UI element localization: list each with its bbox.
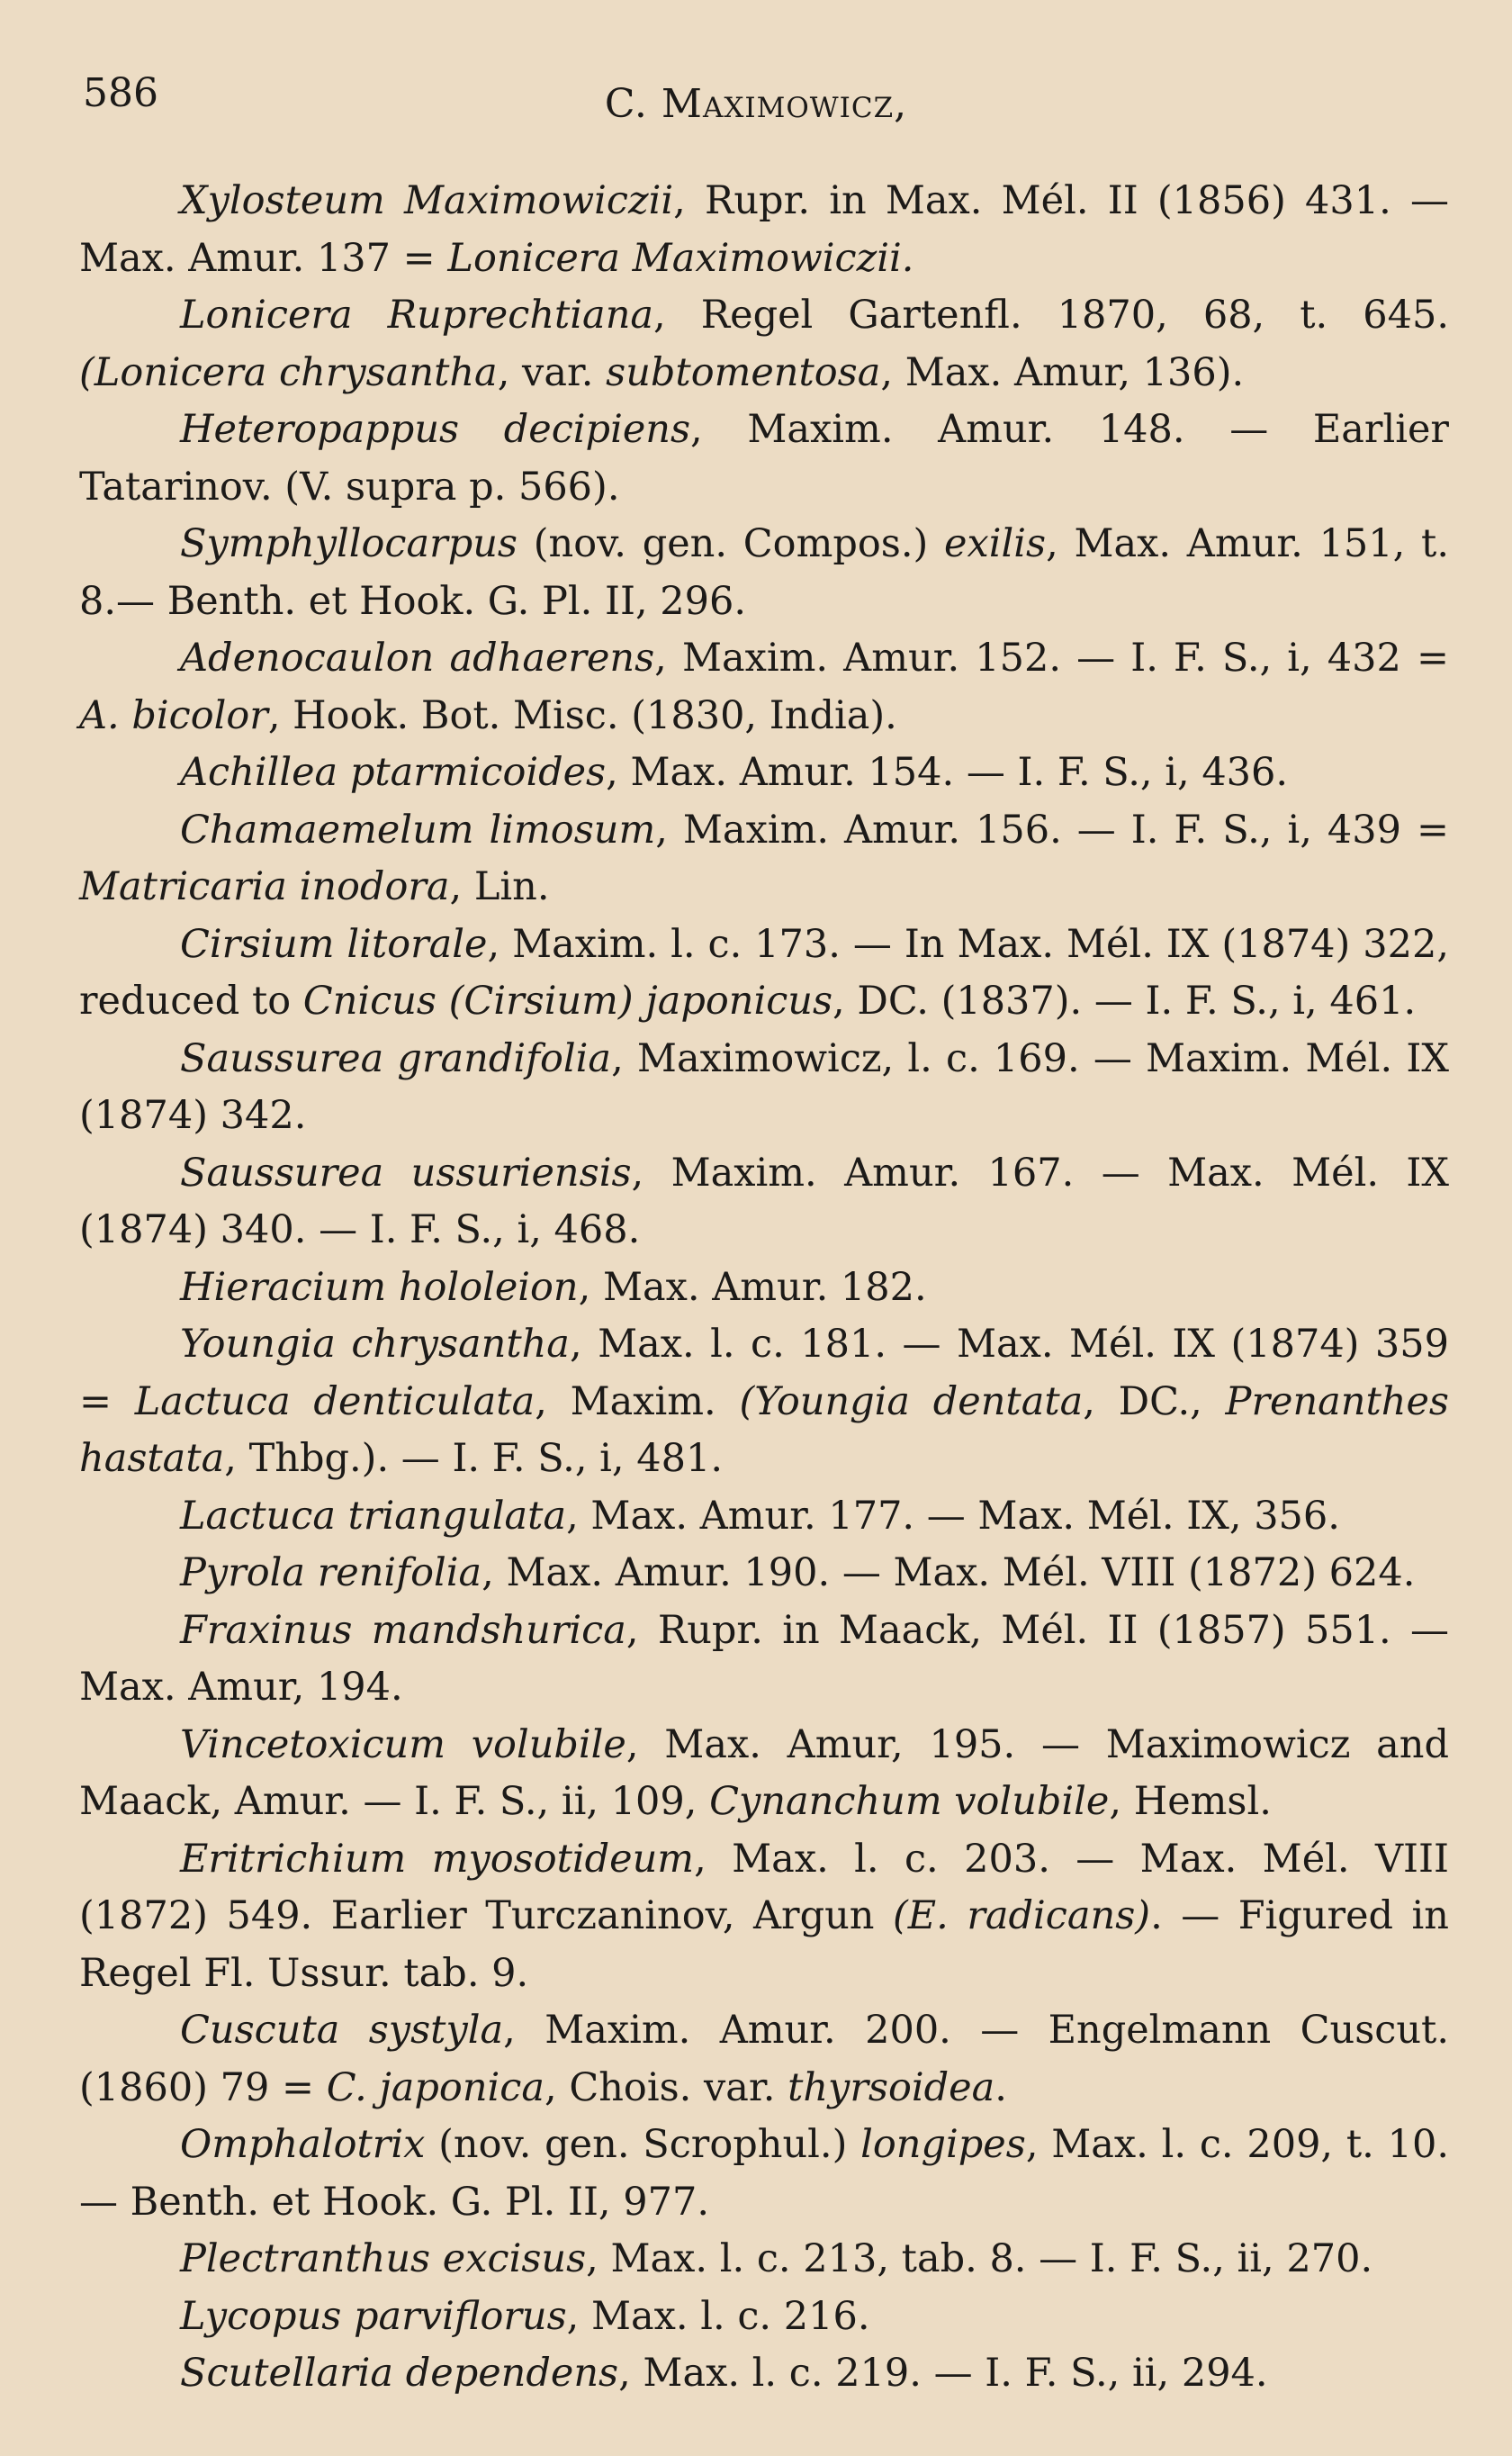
- citation-text: , Rupr. in Maack, Mél. II (1857) 551. — Max. Amur, 194.: [79, 1607, 1449, 1710]
- taxon-name: Cirsium litorale: [180, 921, 488, 967]
- citation-text: .: [994, 2064, 1007, 2110]
- entry: [79, 2231, 1449, 2289]
- taxon-name: Saussurea ussuriensis: [180, 1150, 632, 1196]
- taxon-name: Fraxinus mandshurica: [180, 1607, 626, 1653]
- citation-text: , Chois. var.: [544, 2064, 788, 2110]
- running-head-initial: C. M: [604, 81, 703, 127]
- citation-text: , Max. Amur, 195. — Maximowicz and Maack, Amur. — I. F. S., ii, 109,: [79, 1721, 1449, 1824]
- citation-text: , Rupr. in Max. Mél. II (1856) 431. — Max. Amur. 137 =: [79, 178, 1449, 281]
- running-head-rest: aximowicz,: [702, 81, 908, 127]
- taxon-name: Lonicera Ruprechtiana: [180, 293, 654, 338]
- taxon-name: Cnicus (Cirsium) japonicus: [302, 979, 833, 1024]
- entry: [79, 802, 1449, 916]
- entry: [79, 630, 1449, 745]
- taxon-name: Xylosteum Maximowiczii: [180, 178, 674, 223]
- citation-text: , Max. l. c. 213, tab. 8. — I. F. S., ii, 270.: [586, 2236, 1373, 2281]
- citation-text: , Hook. Bot. Misc. (1830, India).: [267, 692, 897, 738]
- citation-text: , Maxim. l. c. 173. — In Max. Mél. IX (1874) 322, reduced to: [79, 921, 1449, 1024]
- taxon-name: C. japonica: [326, 2064, 544, 2110]
- taxon-name: exilis: [944, 521, 1047, 566]
- running-head: [0, 81, 1512, 127]
- taxon-name: Lactuca triangulata: [180, 1493, 567, 1539]
- taxon-name: Heteropappus decipiens: [180, 407, 691, 452]
- citation-text: , Maxim. Amur. 156. — I. F. S., i, 439 =: [655, 807, 1449, 853]
- citation-text: , Hemsl.: [1109, 1779, 1272, 1824]
- entry: [79, 402, 1449, 516]
- citation-text: , Regel Gartenfl. 1870, 68, t. 645.: [653, 293, 1449, 338]
- taxon-name: Scutellaria dependens: [180, 2351, 619, 2396]
- taxon-name: Youngia chrysantha: [180, 1322, 570, 1367]
- entry: [79, 1545, 1449, 1603]
- page-header: [0, 65, 1512, 128]
- entry: [79, 1031, 1449, 1145]
- citation-text: , Max. Amur, 136).: [880, 349, 1245, 395]
- taxon-name: (E. radicans): [893, 1893, 1151, 1938]
- citation-text: , Maximowicz, l. c. 169. — Maxim. Mél. IX (1874) 342.: [79, 1035, 1449, 1138]
- citation-text: , Max. l. c. 219. — I. F. S., ii, 294.: [618, 2351, 1268, 2396]
- taxon-name: Saussurea grandifolia: [180, 1035, 612, 1081]
- entry: [79, 2117, 1449, 2231]
- entry: [79, 1145, 1449, 1260]
- citation-text: (nov. gen. Compos.): [518, 521, 945, 566]
- taxon-name: Symphyllocarpus: [180, 521, 518, 566]
- taxon-name: Chamaemelum limosum: [180, 807, 656, 853]
- entry-list: [79, 173, 1449, 2403]
- taxon-name: Vincetoxicum volubile: [180, 1721, 626, 1767]
- citation-text: , Max. l. c. 203. — Max. Mél. VIII (1872) 549. Earlier Turczaninov, Argun: [79, 1836, 1449, 1938]
- taxon-name: longipes: [860, 2122, 1026, 2167]
- taxon-name: Matricaria inodora: [79, 864, 450, 909]
- citation-text: . — Figured in Regel Fl. Ussur. tab. 9.: [79, 1893, 1449, 1996]
- page-number: 586: [83, 70, 158, 116]
- taxon-name: Lycopus parviflorus: [180, 2293, 567, 2339]
- entry: [79, 1488, 1449, 1546]
- entry: [79, 1831, 1449, 2003]
- taxon-name: Achillea ptarmicoides: [180, 750, 607, 795]
- entry: [79, 516, 1449, 630]
- entry: [79, 1603, 1449, 1717]
- taxon-name: Hieracium hololeion: [180, 1264, 579, 1310]
- taxon-name: Cynanchum volubile: [709, 1779, 1110, 1824]
- taxon-name: thyrsoidea: [788, 2064, 995, 2110]
- taxon-name: A. bicolor: [79, 692, 268, 738]
- entry: [79, 1717, 1449, 1831]
- citation-text: , Maxim. Amur. 200. — Engelmann Cuscut. (1860) 79 =: [79, 2008, 1449, 2110]
- entry: [79, 1260, 1449, 1317]
- entry: [79, 2002, 1449, 2117]
- entry: [79, 2345, 1449, 2403]
- citation-text: , DC.,: [1083, 1378, 1226, 1424]
- citation-text: , Max. Amur. 182.: [578, 1264, 927, 1310]
- citation-text: , Max. l. c. 181. — Max. Mél. IX (1874) 359 =: [79, 1322, 1449, 1424]
- taxon-name: Lactuca denticulata: [134, 1378, 536, 1424]
- taxon-name: (Youngia dentata: [739, 1378, 1084, 1424]
- citation-text: , DC. (1837). — I. F. S., i, 461.: [832, 979, 1417, 1024]
- citation-text: , Max. Amur. 151, t. 8.— Benth. et Hook. G. Pl. II, 296.: [79, 521, 1450, 624]
- taxon-name: Prenanthes hastata: [79, 1378, 1449, 1481]
- entry: [79, 2289, 1449, 2346]
- taxon-name: Eritrichium myosotideum: [180, 1836, 695, 1882]
- entry: [79, 1316, 1449, 1488]
- citation-text: , Thbg.). — I. F. S., i, 481.: [224, 1436, 724, 1481]
- entry: [79, 745, 1449, 802]
- taxon-name: (Lonicera chrysantha: [79, 349, 498, 395]
- entry: [79, 287, 1449, 402]
- citation-text: , var.: [497, 349, 607, 395]
- citation-text: , Maxim. Amur. 152. — I. F. S., i, 432 =: [654, 636, 1449, 681]
- taxon-name: Omphalotrix: [180, 2122, 426, 2167]
- citation-text: , Lin.: [449, 864, 550, 909]
- taxon-name: Pyrola renifolia: [180, 1550, 482, 1595]
- citation-text: (nov. gen. Scrophul.): [425, 2122, 861, 2167]
- citation-text: , Max. l. c. 209, t. 10. — Benth. et Hook. G. Pl. II, 977.: [79, 2122, 1449, 2225]
- citation-text: , Maxim. Amur. 148. — Earlier Tatarinov. (V. supra p. 566).: [79, 407, 1449, 510]
- citation-text: , Maxim.: [535, 1378, 740, 1424]
- citation-text: , Maxim. Amur. 167. — Max. Mél. IX (1874) 340. — I. F. S., i, 468.: [79, 1150, 1449, 1252]
- taxon-name: Lonicera Maximowiczii.: [447, 235, 914, 281]
- entry: [79, 173, 1449, 287]
- taxon-name: Plectranthus excisus: [180, 2236, 587, 2281]
- taxon-name: Adenocaulon adhaerens: [180, 636, 655, 681]
- taxon-name: Cuscuta systyla: [180, 2008, 504, 2053]
- entry: [79, 916, 1449, 1031]
- citation-text: , Max. Amur. 154. — I. F. S., i, 436.: [606, 750, 1289, 795]
- citation-text: , Max. l. c. 216.: [566, 2293, 870, 2339]
- taxon-name: subtomentosa: [606, 349, 881, 395]
- citation-text: , Max. Amur. 190. — Max. Mél. VIII (1872) 624.: [482, 1550, 1416, 1595]
- citation-text: , Max. Amur. 177. — Max. Mél. IX, 356.: [566, 1493, 1340, 1539]
